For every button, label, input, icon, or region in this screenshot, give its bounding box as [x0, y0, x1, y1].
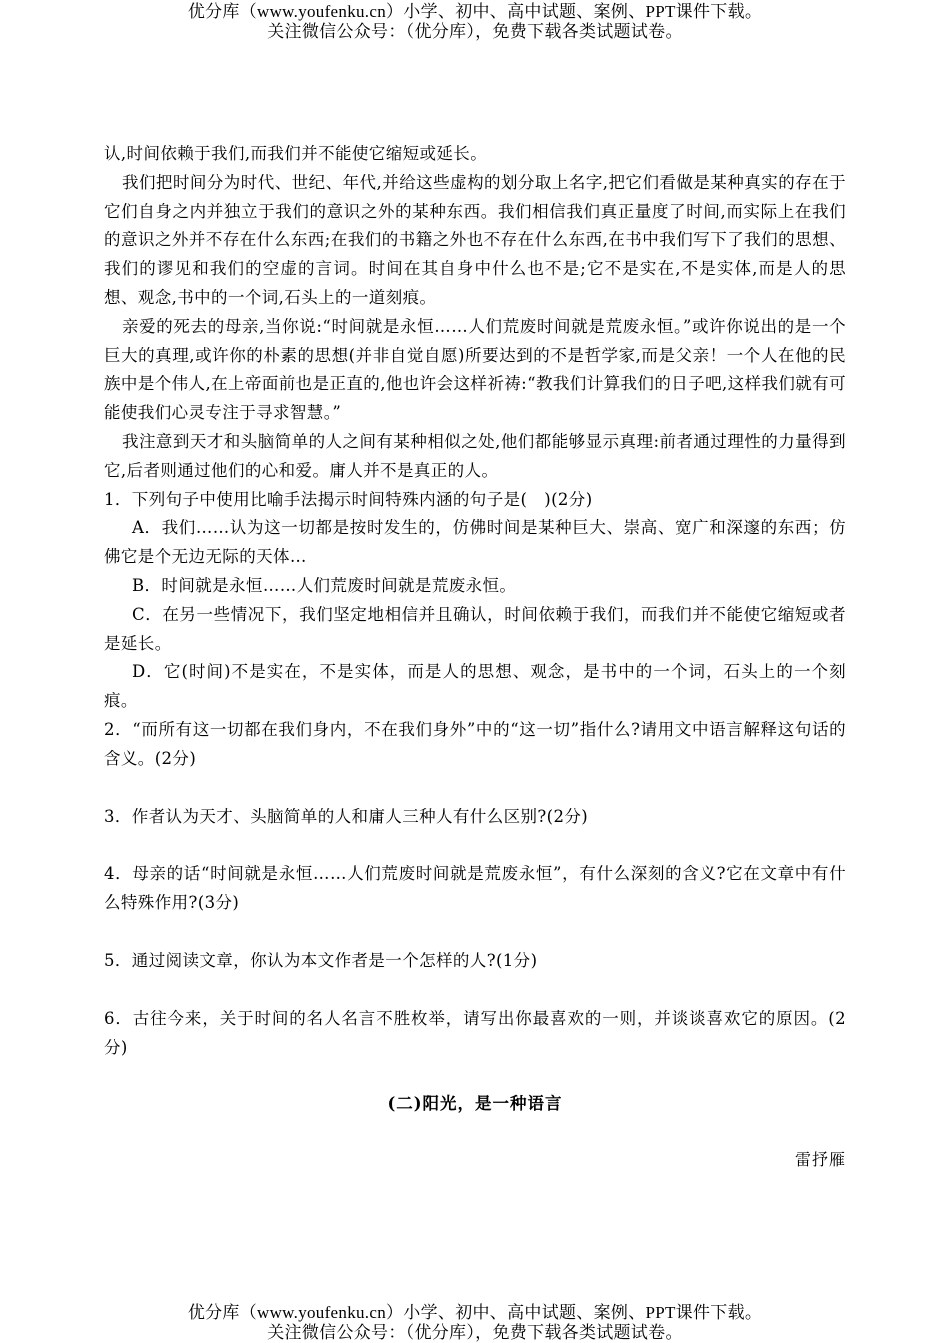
passage-paragraph-2: 亲爱的死去的母亲,当你说:“时间就是永恒……人们荒废时间就是荒废永恒。”或许你说出的是一个巨大的真理,或许你的朴素的思想(并非自觉自愿)所要达到的不是哲学家,而是父亲！一个人在他的民族中是个伟人,在上帝面前也是正直的,他也许会这样祈祷:“教我们计算我们的日子吧,这样我们就有可能使我们心灵专注于寻求智慧。” [104, 316, 846, 423]
question-1-option-a: A．我们……认为这一切都是按时发生的，仿佛时间是某种巨大、崇高、宽广和深邃的东西；仿佛它是个无边无际的天体… [104, 518, 846, 567]
answer-space [104, 976, 846, 1005]
answer-space [104, 774, 846, 803]
footer-line-1: 优分库（www.youfenku.cn）小学、初中、高中试题、案例、PPT课件下载。 [187, 1303, 763, 1322]
answer-space [104, 831, 846, 860]
question-4: 4．母亲的话“时间就是永恒……人们荒废时间就是荒废永恒”，有什么深刻的含义?它在文章中有什么特殊作用?(3分) [104, 864, 846, 913]
question-1: 1．下列句子中使用比喻手法揭示时间特殊内涵的句子是( )(2分) [104, 489, 593, 509]
question-1-option-b: B．时间就是永恒……人们荒废时间就是荒废永恒。 [132, 575, 517, 595]
question-6: 6．古往今来，关于时间的名人名言不胜枚举，请写出你最喜欢的一则，并谈谈喜欢它的原因。(2分) [104, 1008, 846, 1057]
page-content [104, 140, 846, 1175]
header-line-1: 优分库（www.youfenku.cn）小学、初中、高中试题、案例、PPT课件下载。 [187, 2, 763, 21]
footer-line-2: 关注微信公众号：（优分库），免费下载各类试题试卷。 [267, 1323, 683, 1342]
question-2: 2．“而所有这一切都在我们身内，不在我们身外”中的“这一切”指什么?请用文中语言解释这句话的含义。(2分) [104, 719, 846, 768]
answer-space [104, 918, 846, 947]
passage-paragraph-3: 我注意到天才和头脑简单的人之间有某种相似之处,他们都能够显示真理:前者通过理性的力量得到它,后者则通过他们的心和爱。庸人并不是真正的人。 [104, 431, 846, 480]
question-3: 3．作者认为天才、头脑简单的人和庸人三种人有什么区别?(2分) [104, 806, 589, 826]
passage-paragraph-1: 我们把时间分为时代、世纪、年代,并给这些虚构的划分取上名字,把它们看做是某种真实的存在于它们自身之内并独立于我们的意识之外的某种东西。我们相信我们真正量度了时间,而实际上在我们的意识之外并不存在什么东西;在我们的书籍之外也不存在什么东西,在书中我们写下了我们的思想、我们的谬见和我们的空虚的言词。时间在其自身中什么也不是;它不是实在,不是实体,而是人的思想、观念,书中的一个词,石头上的一道刻痕。 [104, 172, 846, 307]
question-1-option-c: C．在另一些情况下，我们坚定地相信并且确认，时间依赖于我们，而我们并不能使它缩短或者是延长。 [104, 604, 846, 653]
question-5: 5．通过阅读文章，你认为本文作者是一个怎样的人?(1分) [104, 950, 538, 970]
passage-paragraph-0: 认,时间依赖于我们,而我们并不能使它缩短或延长。 [104, 144, 488, 163]
section-title: (二)阳光，是一种语言 [387, 1094, 563, 1114]
question-1-option-d: D．它(时间)不是实在，不是实体，而是人的思想、观念，是书中的一个词，石头上的一个刻痕。 [104, 662, 846, 711]
header-line-2: 关注微信公众号：（优分库），免费下载各类试题试卷。 [267, 22, 683, 41]
section-author: 雷抒雁 [794, 1150, 846, 1170]
